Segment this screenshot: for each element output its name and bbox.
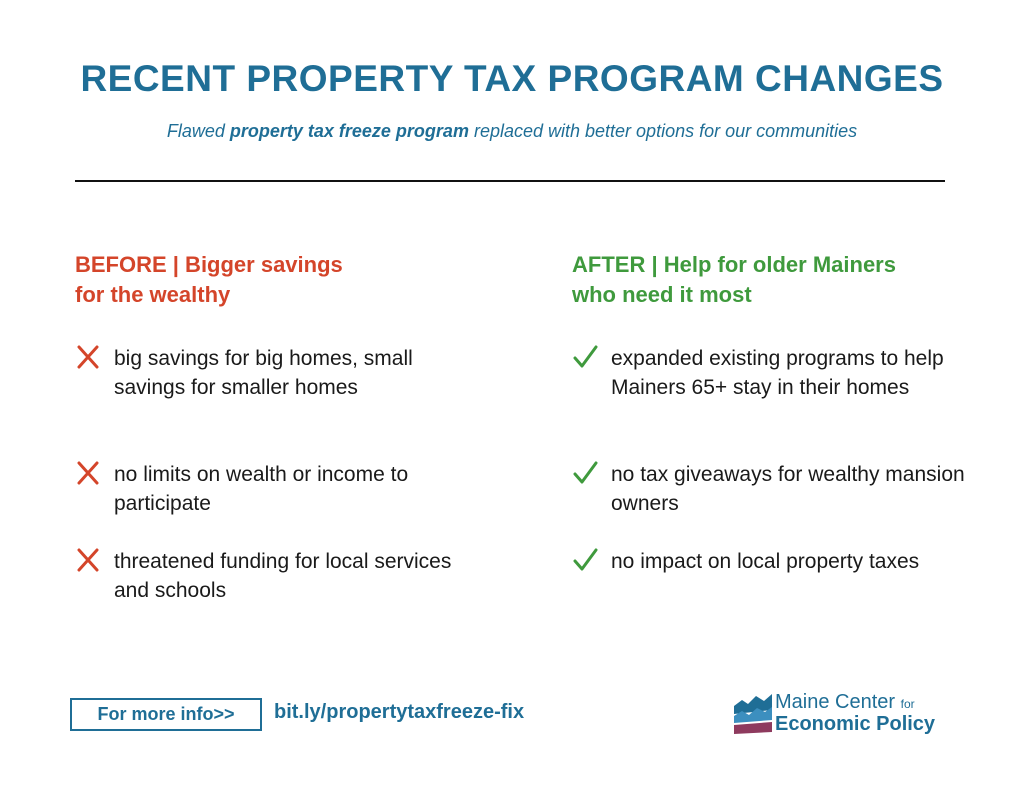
page-subtitle xyxy=(0,121,1024,142)
page-title: RECENT PROPERTY TAX PROGRAM CHANGES xyxy=(80,58,944,99)
logo-text-line1 xyxy=(775,691,915,714)
after-item-text: expanded existing programs to help Mainers 65+ stay in their homes xyxy=(611,347,944,399)
after-heading: AFTER | Help for older Mainers who need it most xyxy=(572,252,896,307)
mecep-logo xyxy=(734,688,964,738)
after-item-text: no impact on local property taxes xyxy=(611,550,920,573)
subtitle-suffix: replaced with better options for our communities xyxy=(468,121,858,141)
x-mark-icon xyxy=(75,344,101,370)
logo-for: for xyxy=(900,697,915,711)
before-heading: BEFORE | Bigger savings for the wealthy xyxy=(75,252,343,307)
before-column xyxy=(75,250,475,602)
check-mark-icon xyxy=(572,547,598,573)
more-info-link[interactable]: bit.ly/propertytaxfreeze-fix xyxy=(274,701,525,723)
divider-rule xyxy=(75,180,945,182)
after-column xyxy=(572,250,972,573)
check-mark-icon xyxy=(572,460,598,486)
before-item-text: big savings for big homes, small savings for smaller homes xyxy=(114,347,413,399)
before-item-text: no limits on wealth or income to participate xyxy=(114,463,409,515)
more-info-box: For more info>> xyxy=(70,698,262,731)
x-mark-icon xyxy=(75,547,101,573)
before-item-text: threatened funding for local services and schools xyxy=(114,550,452,602)
subtitle-prefix: Flawed xyxy=(166,121,230,141)
logo-text-line2: Economic Policy xyxy=(775,713,936,735)
after-item-text: no tax giveaways for wealthy mansion owners xyxy=(611,463,965,515)
check-mark-icon xyxy=(572,344,598,370)
subtitle-bold: property tax freeze program xyxy=(229,121,469,141)
logo-name: Maine Center xyxy=(775,691,896,713)
logo-mark-icon xyxy=(734,692,772,736)
x-mark-icon xyxy=(75,460,101,486)
